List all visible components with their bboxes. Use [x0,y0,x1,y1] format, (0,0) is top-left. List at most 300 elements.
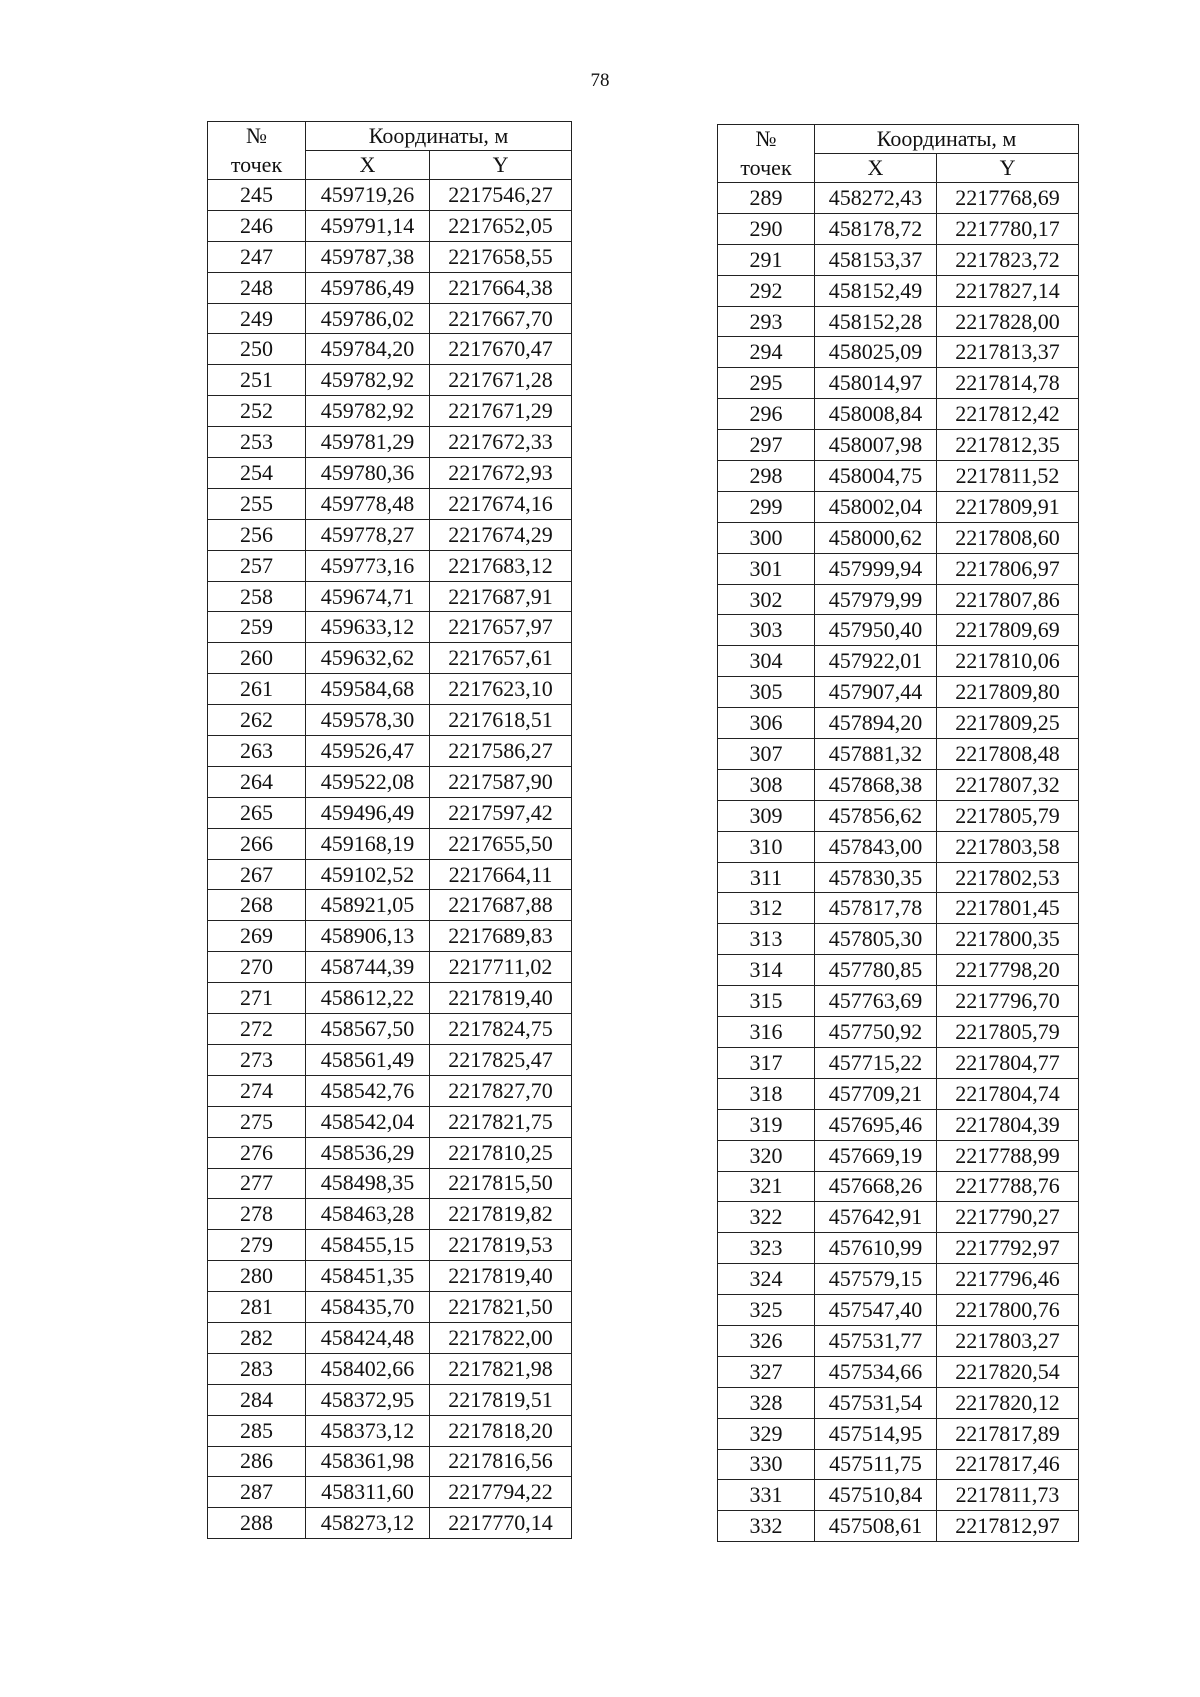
point-number-cell: 276 [208,1137,306,1168]
x-coordinate-cell: 459522,08 [306,766,430,797]
table-row [718,1511,1079,1542]
table-row [208,1199,572,1230]
x-coordinate-cell: 457514,95 [815,1418,937,1449]
y-coordinate-cell: 2217812,97 [937,1511,1079,1542]
y-coordinate-cell: 2217674,29 [430,519,572,550]
x-coordinate-cell: 458435,70 [306,1292,430,1323]
x-coordinate-cell: 457843,00 [815,831,937,862]
point-number-cell: 286 [208,1446,306,1477]
point-number-cell: 317 [718,1047,815,1078]
y-coordinate-cell: 2217821,50 [430,1292,572,1323]
point-number-cell: 288 [208,1508,306,1539]
table-row [208,674,572,705]
table-row [718,1109,1079,1140]
point-number-cell: 270 [208,952,306,983]
point-number-cell: 308 [718,769,815,800]
y-coordinate-cell: 2217683,12 [430,550,572,581]
table-row [718,800,1079,831]
x-coordinate-cell: 458424,48 [306,1322,430,1353]
point-number-cell: 313 [718,924,815,955]
x-coordinate-cell: 458373,12 [306,1415,430,1446]
x-coordinate-cell: 458561,49 [306,1044,430,1075]
table-row [718,1264,1079,1295]
x-coordinate-cell: 457508,61 [815,1511,937,1542]
table-row [718,646,1079,677]
point-number-cell: 322 [718,1202,815,1233]
y-coordinate-cell: 2217546,27 [430,180,572,211]
point-number-cell: 282 [208,1322,306,1353]
table-row [208,1075,572,1106]
table-row [718,522,1079,553]
y-coordinate-cell: 2217802,53 [937,862,1079,893]
x-coordinate-cell: 457763,69 [815,986,937,1017]
x-coordinate-cell: 457817,78 [815,893,937,924]
table-row [208,1384,572,1415]
x-coordinate-cell: 457510,84 [815,1480,937,1511]
x-coordinate-cell: 459633,12 [306,612,430,643]
x-coordinate-cell: 457950,40 [815,615,937,646]
y-coordinate-cell: 2217811,52 [937,461,1079,492]
x-coordinate-cell: 459781,29 [306,427,430,458]
x-coordinate-cell: 457531,54 [815,1387,937,1418]
y-coordinate-cell: 2217821,98 [430,1353,572,1384]
y-coordinate-cell: 2217823,72 [937,244,1079,275]
x-coordinate-cell: 458612,22 [306,983,430,1014]
y-coordinate-cell: 2217812,35 [937,430,1079,461]
y-coordinate-cell: 2217819,40 [430,983,572,1014]
coordinates-table-right [717,124,1079,1542]
x-coordinate-cell: 458542,76 [306,1075,430,1106]
x-coordinate-cell: 459791,14 [306,210,430,241]
table-row [208,1137,572,1168]
table-row [718,1295,1079,1326]
table-row [208,1292,572,1323]
point-number-cell: 328 [718,1387,815,1418]
table-row [718,1017,1079,1048]
y-coordinate-cell: 2217788,76 [937,1171,1079,1202]
y-coordinate-cell: 2217804,39 [937,1109,1079,1140]
point-number-cell: 254 [208,458,306,489]
point-number-cell: 324 [718,1264,815,1295]
point-number-cell: 264 [208,766,306,797]
table-row [718,1480,1079,1511]
x-coordinate-cell: 457534,66 [815,1356,937,1387]
y-header: Y [937,154,1079,183]
point-number-cell: 311 [718,862,815,893]
x-coordinate-cell: 457531,77 [815,1325,937,1356]
table-row [208,550,572,581]
x-coordinate-cell: 459168,19 [306,828,430,859]
y-coordinate-cell: 2217657,97 [430,612,572,643]
table-row [208,1415,572,1446]
table-row [718,337,1079,368]
table-row [718,1047,1079,1078]
table-row [718,955,1079,986]
table-row [718,213,1079,244]
y-coordinate-cell: 2217671,29 [430,396,572,427]
y-coordinate-cell: 2217687,91 [430,581,572,612]
y-coordinate-cell: 2217652,05 [430,210,572,241]
y-coordinate-cell: 2217796,70 [937,986,1079,1017]
y-coordinate-cell: 2217805,79 [937,1017,1079,1048]
x-coordinate-cell: 459632,62 [306,643,430,674]
y-coordinate-cell: 2217670,47 [430,334,572,365]
y-coordinate-cell: 2217809,80 [937,677,1079,708]
table-body-right [718,183,1079,1542]
point-number-cell: 296 [718,399,815,430]
table-row [718,244,1079,275]
table-row [208,1014,572,1045]
y-coordinate-cell: 2217818,20 [430,1415,572,1446]
table-row [208,396,572,427]
y-coordinate-cell: 2217808,48 [937,739,1079,770]
point-number-cell: 309 [718,800,815,831]
x-coordinate-cell: 457868,38 [815,769,937,800]
y-coordinate-cell: 2217667,70 [430,303,572,334]
table-row [718,739,1079,770]
x-coordinate-cell: 458906,13 [306,921,430,952]
x-coordinate-cell: 458000,62 [815,522,937,553]
point-number-cell: 284 [208,1384,306,1415]
table-row [718,615,1079,646]
x-coordinate-cell: 458025,09 [815,337,937,368]
y-coordinate-cell: 2217798,20 [937,955,1079,986]
point-number-cell: 256 [208,519,306,550]
x-coordinate-cell: 458007,98 [815,430,937,461]
table-row [208,1508,572,1539]
x-coordinate-cell: 458361,98 [306,1446,430,1477]
table-row [718,1078,1079,1109]
point-number-cell: 297 [718,430,815,461]
point-number-cell: 259 [208,612,306,643]
table-row [718,183,1079,214]
point-number-cell: 291 [718,244,815,275]
x-coordinate-cell: 458152,49 [815,275,937,306]
y-coordinate-cell: 2217790,27 [937,1202,1079,1233]
point-number-cell: 280 [208,1261,306,1292]
table-row [208,983,572,1014]
y-coordinate-cell: 2217792,97 [937,1233,1079,1264]
y-coordinate-cell: 2217664,38 [430,272,572,303]
point-number-cell: 245 [208,180,306,211]
table-row [208,797,572,828]
x-coordinate-cell: 459780,36 [306,458,430,489]
x-coordinate-cell: 458008,84 [815,399,937,430]
point-number-cell: 331 [718,1480,815,1511]
x-coordinate-cell: 458002,04 [815,491,937,522]
y-coordinate-cell: 2217803,27 [937,1325,1079,1356]
table-row [718,368,1079,399]
y-coordinate-cell: 2217806,97 [937,553,1079,584]
y-coordinate-cell: 2217657,61 [430,643,572,674]
point-number-cell: 306 [718,708,815,739]
table-row [208,828,572,859]
point-number-cell: 272 [208,1014,306,1045]
y-coordinate-cell: 2217810,25 [430,1137,572,1168]
x-coordinate-cell: 459782,92 [306,365,430,396]
point-number-cell: 299 [718,491,815,522]
x-coordinate-cell: 459526,47 [306,736,430,767]
table-row [208,1446,572,1477]
x-coordinate-cell: 459496,49 [306,797,430,828]
x-coordinate-cell: 459782,92 [306,396,430,427]
y-coordinate-cell: 2217664,11 [430,859,572,890]
y-coordinate-cell: 2217811,73 [937,1480,1079,1511]
y-coordinate-cell: 2217819,40 [430,1261,572,1292]
table-row [208,766,572,797]
point-number-cell: 250 [208,334,306,365]
y-coordinate-cell: 2217800,76 [937,1295,1079,1326]
y-coordinate-cell: 2217618,51 [430,705,572,736]
y-coordinate-cell: 2217808,60 [937,522,1079,553]
y-coordinate-cell: 2217687,88 [430,890,572,921]
table-row [718,769,1079,800]
point-number-cell: 273 [208,1044,306,1075]
point-number-cell: 249 [208,303,306,334]
y-header: Y [430,151,572,180]
point-number-cell: 298 [718,461,815,492]
y-coordinate-cell: 2217817,46 [937,1449,1079,1480]
x-coordinate-cell: 458014,97 [815,368,937,399]
point-number-cell: 295 [718,368,815,399]
x-coordinate-cell: 458152,28 [815,306,937,337]
y-coordinate-cell: 2217796,46 [937,1264,1079,1295]
y-coordinate-cell: 2217807,86 [937,584,1079,615]
x-coordinate-cell: 458153,37 [815,244,937,275]
point-number-cell: 320 [718,1140,815,1171]
table-row [208,1106,572,1137]
x-coordinate-cell: 457610,99 [815,1233,937,1264]
x-coordinate-cell: 457907,44 [815,677,937,708]
point-number-cell: 253 [208,427,306,458]
point-number-cell: 315 [718,986,815,1017]
table-row [718,1325,1079,1356]
table-row [718,430,1079,461]
x-coordinate-cell: 459102,52 [306,859,430,890]
table-row [208,210,572,241]
x-coordinate-cell: 458567,50 [306,1014,430,1045]
table-row [718,584,1079,615]
table-row [718,1449,1079,1480]
point-number-cell: 263 [208,736,306,767]
point-number-cell: 277 [208,1168,306,1199]
table-row [208,427,572,458]
point-number-header: № [208,122,306,151]
x-coordinate-cell: 459578,30 [306,705,430,736]
y-coordinate-cell: 2217827,14 [937,275,1079,306]
y-coordinate-cell: 2217819,51 [430,1384,572,1415]
x-coordinate-cell: 457805,30 [815,924,937,955]
table-row [718,677,1079,708]
table-row [208,1168,572,1199]
x-coordinate-cell: 457579,15 [815,1264,937,1295]
x-coordinate-cell: 458178,72 [815,213,937,244]
table-row [208,921,572,952]
y-coordinate-cell: 2217821,75 [430,1106,572,1137]
point-number-cell: 248 [208,272,306,303]
x-coordinate-cell: 459778,48 [306,488,430,519]
point-number-cell: 319 [718,1109,815,1140]
point-number-cell: 325 [718,1295,815,1326]
y-coordinate-cell: 2217816,56 [430,1446,572,1477]
table-row [208,952,572,983]
point-number-cell: 294 [718,337,815,368]
point-number-cell: 332 [718,1511,815,1542]
y-coordinate-cell: 2217658,55 [430,241,572,272]
point-number-cell: 304 [718,646,815,677]
point-number-cell: 292 [718,275,815,306]
y-coordinate-cell: 2217801,45 [937,893,1079,924]
y-coordinate-cell: 2217672,93 [430,458,572,489]
table-row [208,334,572,365]
table-row [718,924,1079,955]
x-coordinate-cell: 457547,40 [815,1295,937,1326]
table-row [718,986,1079,1017]
table-row [208,303,572,334]
points-header: точек [718,154,815,183]
y-coordinate-cell: 2217780,17 [937,213,1079,244]
point-number-cell: 287 [208,1477,306,1508]
point-number-cell: 247 [208,241,306,272]
table-row [718,306,1079,337]
table-row [718,831,1079,862]
y-coordinate-cell: 2217768,69 [937,183,1079,214]
y-coordinate-cell: 2217803,58 [937,831,1079,862]
y-coordinate-cell: 2217623,10 [430,674,572,705]
x-coordinate-cell: 457695,46 [815,1109,937,1140]
table-row [208,458,572,489]
point-number-cell: 330 [718,1449,815,1480]
point-number-cell: 303 [718,615,815,646]
x-coordinate-cell: 458498,35 [306,1168,430,1199]
y-coordinate-cell: 2217788,99 [937,1140,1079,1171]
table-row [718,708,1079,739]
y-coordinate-cell: 2217819,82 [430,1199,572,1230]
y-coordinate-cell: 2217824,75 [430,1014,572,1045]
x-coordinate-cell: 458744,39 [306,952,430,983]
point-number-cell: 283 [208,1353,306,1384]
point-number-cell: 258 [208,581,306,612]
x-coordinate-cell: 457642,91 [815,1202,937,1233]
table-row [718,1356,1079,1387]
y-coordinate-cell: 2217827,70 [430,1075,572,1106]
table-row [208,612,572,643]
table-row [208,1261,572,1292]
point-number-header: № [718,125,815,154]
x-coordinate-cell: 459778,27 [306,519,430,550]
point-number-cell: 307 [718,739,815,770]
table-row [208,1353,572,1384]
y-coordinate-cell: 2217597,42 [430,797,572,828]
x-coordinate-cell: 459784,20 [306,334,430,365]
point-number-cell: 275 [208,1106,306,1137]
x-header: X [306,151,430,180]
y-coordinate-cell: 2217689,83 [430,921,572,952]
table-row [718,275,1079,306]
table-row [208,1477,572,1508]
table-row [208,1322,572,1353]
y-coordinate-cell: 2217815,50 [430,1168,572,1199]
y-coordinate-cell: 2217812,42 [937,399,1079,430]
y-coordinate-cell: 2217822,00 [430,1322,572,1353]
x-header: X [815,154,937,183]
x-coordinate-cell: 457668,26 [815,1171,937,1202]
point-number-cell: 274 [208,1075,306,1106]
y-coordinate-cell: 2217671,28 [430,365,572,396]
table-row [718,862,1079,893]
point-number-cell: 265 [208,797,306,828]
table-row [208,581,572,612]
x-coordinate-cell: 458921,05 [306,890,430,921]
table-row [208,241,572,272]
y-coordinate-cell: 2217809,91 [937,491,1079,522]
x-coordinate-cell: 457780,85 [815,955,937,986]
x-coordinate-cell: 459787,38 [306,241,430,272]
x-coordinate-cell: 459584,68 [306,674,430,705]
x-coordinate-cell: 458455,15 [306,1230,430,1261]
x-coordinate-cell: 457881,32 [815,739,937,770]
point-number-cell: 290 [718,213,815,244]
x-coordinate-cell: 457830,35 [815,862,937,893]
point-number-cell: 269 [208,921,306,952]
y-coordinate-cell: 2217813,37 [937,337,1079,368]
table-row [718,1387,1079,1418]
point-number-cell: 251 [208,365,306,396]
table-row [208,890,572,921]
point-number-cell: 300 [718,522,815,553]
y-coordinate-cell: 2217828,00 [937,306,1079,337]
point-number-cell: 293 [718,306,815,337]
point-number-cell: 314 [718,955,815,986]
y-coordinate-cell: 2217820,12 [937,1387,1079,1418]
point-number-cell: 323 [718,1233,815,1264]
coordinates-table-left [207,121,572,1539]
point-number-cell: 329 [718,1418,815,1449]
y-coordinate-cell: 2217809,25 [937,708,1079,739]
y-coordinate-cell: 2217794,22 [430,1477,572,1508]
point-number-cell: 321 [718,1171,815,1202]
point-number-cell: 257 [208,550,306,581]
point-number-cell: 316 [718,1017,815,1048]
y-coordinate-cell: 2217770,14 [430,1508,572,1539]
x-coordinate-cell: 457511,75 [815,1449,937,1480]
point-number-cell: 271 [208,983,306,1014]
table-row [208,643,572,674]
coordinates-header: Координаты, м [306,122,572,151]
coordinates-header: Координаты, м [815,125,1079,154]
point-number-cell: 246 [208,210,306,241]
x-coordinate-cell: 458272,43 [815,183,937,214]
y-coordinate-cell: 2217586,27 [430,736,572,767]
point-number-cell: 281 [208,1292,306,1323]
table-body-left [208,180,572,1539]
table-row [718,1202,1079,1233]
x-coordinate-cell: 457999,94 [815,553,937,584]
table-row [208,705,572,736]
x-coordinate-cell: 458402,66 [306,1353,430,1384]
point-number-cell: 262 [208,705,306,736]
point-number-cell: 260 [208,643,306,674]
x-coordinate-cell: 458463,28 [306,1199,430,1230]
x-coordinate-cell: 458451,35 [306,1261,430,1292]
table-row [208,1230,572,1261]
x-coordinate-cell: 457979,99 [815,584,937,615]
point-number-cell: 285 [208,1415,306,1446]
point-number-cell: 289 [718,183,815,214]
table-row [718,399,1079,430]
point-number-cell: 266 [208,828,306,859]
table-row [718,893,1079,924]
